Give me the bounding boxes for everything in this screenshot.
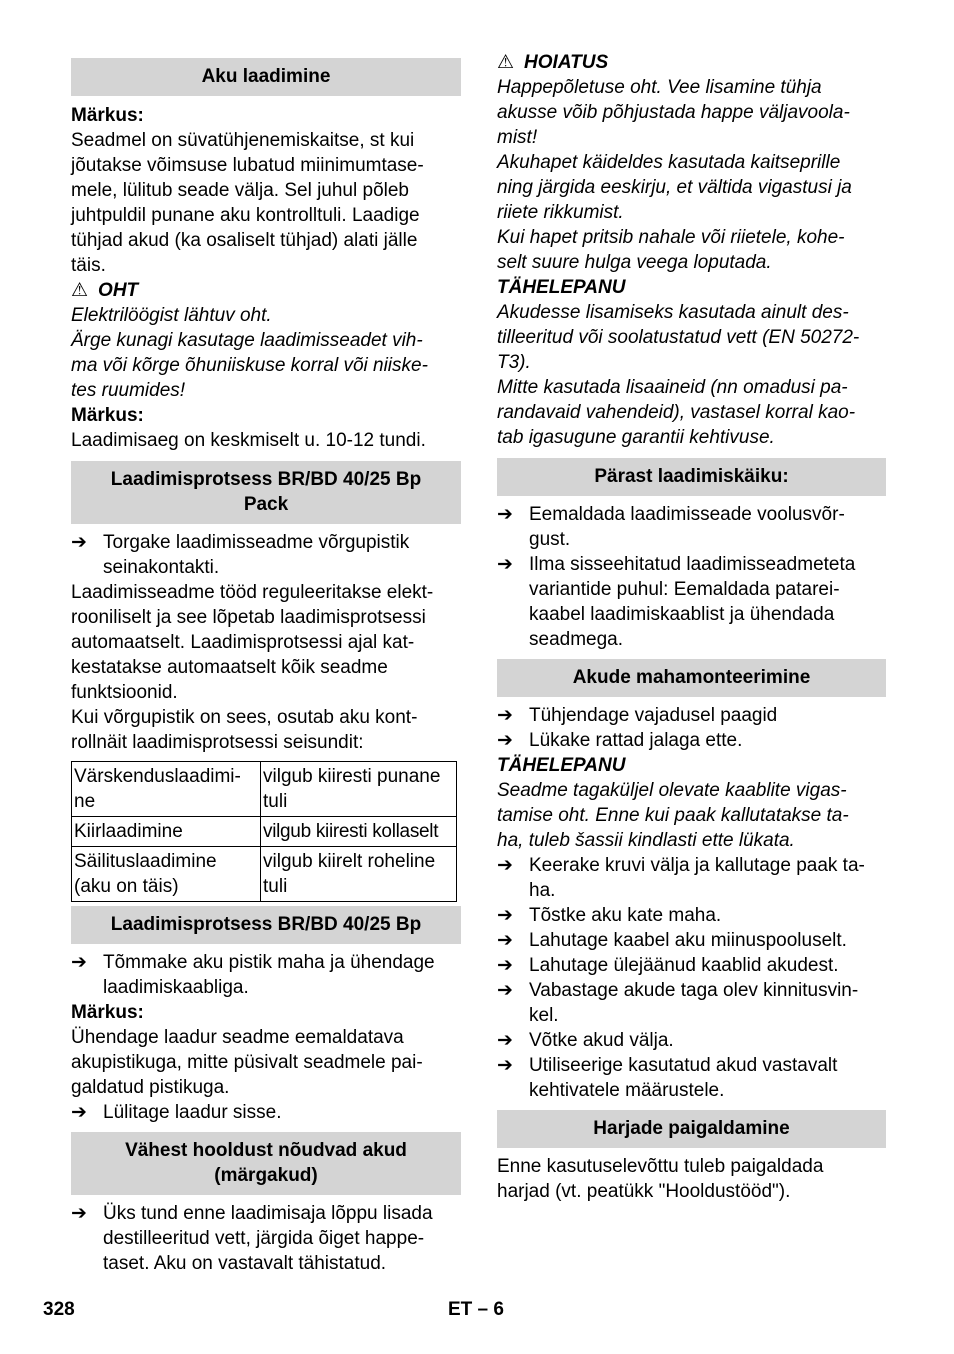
list-item: ➔ Üks tund enne laadimisaja lõppu lisada destilleeritud vett, järgida õiget happe- taset. Aku on vastavalt tähistatud.: [71, 1203, 433, 1274]
page-label: ET – 6: [448, 1299, 504, 1320]
arrow-right-icon: ➔: [497, 554, 513, 575]
warning-label: ⚠ HOIATUS: [497, 52, 609, 73]
caution-label: TÄHELEPANU: [497, 277, 626, 298]
warning-text: Happepõletuse oht. Vee lisamine tühja akusse võib põhjustada happe väljavoola- mist! Akuhapet käideldes kasutada kaitseprille ning järgida eeskirju, et vältida vigastusi ja riiete rikkumist. Kui hapet pritsib nahale või riietele, kohe- selt suure hulga veega loputada.: [497, 77, 852, 273]
danger-text: Elektrilöögist lähtuv oht. Ärge kunagi kasutage laadimisseadet vih- ma või kõrge õhuniiskuse korral või niiske- tes ruumides!: [71, 305, 428, 401]
caution-label: TÄHELEPANU: [497, 755, 626, 776]
charge-status-table: [71, 761, 457, 902]
arrow-right-icon: ➔: [497, 705, 513, 726]
left-column: [71, 50, 461, 1276]
list-item: ➔ Lahutage kaabel aku miinuspooluselt.: [497, 930, 847, 951]
right-column: [497, 50, 886, 1204]
list-item: ➔ Lükake rattad jalaga ette.: [497, 730, 743, 751]
arrow-right-icon: ➔: [497, 504, 513, 525]
caution-text: Akudesse lisamiseks kasutada ainult des- tilleeritud või soolatustatud vett (EN 50272- T3). Mitte kasutada lisaaineid (nn omadusi pa- randavaid vahendeid), vastasel korral kao- tab igasugune garantii kehtivuse.: [497, 302, 860, 448]
note-text: Ühendage laadur seadme eemaldatava akupistikuga, mitte püsivalt seadmele pai- galdatud pistikuga.: [71, 1027, 423, 1098]
warning-triangle-icon: ⚠: [497, 52, 515, 73]
note-label: Märkus:: [71, 1002, 144, 1023]
list-item: ➔ Torgake laadimisseadme võrgupistik seinakontakti.: [71, 532, 410, 578]
list-item: ➔ Lahutage ülejäänud kaablid akudest.: [497, 955, 839, 976]
caution-text: Seadme tagaküljel olevate kaablite vigas- tamise oht. Enne kui paak kallutatakse ta- ha, tuleb šassii kindlasti ette lükata.: [497, 780, 849, 851]
note-text: Seadmel on süvatühjenemiskaitse, st kui jõutakse võimsuse lubatud miinimumtase- mele, lülitub seade välja. Sel juhul põleb juhtpuldil punane aku kontrolltuli. Laadige tühjad akud (ka osaliselt tühjad) alati jälle täis.: [71, 130, 424, 276]
table-cell: vilgub kiirelt roheline tuli: [261, 847, 457, 902]
heading-margakud: Vähest hooldust nõudvad akud (märgakud): [71, 1132, 461, 1195]
table-row: [72, 817, 457, 847]
arrow-right-icon: ➔: [71, 952, 87, 973]
note-label: Märkus:: [71, 105, 144, 126]
list-item: ➔ Tühjendage vajadusel paagid: [497, 705, 778, 726]
note-label: Märkus:: [71, 405, 144, 426]
table-row: [72, 762, 457, 817]
page-number: 328: [43, 1299, 75, 1320]
list-item: ➔ Tõstke aku kate maha.: [497, 905, 722, 926]
danger-label: ⚠ OHT: [71, 280, 139, 301]
table-row: [72, 847, 457, 902]
arrow-right-icon: ➔: [71, 532, 87, 553]
table-cell: vilgub kiiresti kollaselt: [261, 817, 457, 847]
heading-laadimisprotsess: Laadimisprotsess BR/BD 40/25 Bp: [71, 906, 461, 944]
paragraph: Laadimisseadme tööd reguleeritakse elekt- rooniliselt ja see lõpetab laadimisprotsessi automaatselt. Laadimisprotsessi ajal kat- kestatakse automaatselt kõik seadme funktsioonid.: [71, 582, 434, 703]
note-text: Laadimisaeg on keskmiselt u. 10-12 tundi.: [71, 430, 426, 451]
table-cell: vilgub kiiresti punane tuli: [261, 762, 457, 817]
heading-harjade-paigaldamine: Harjade paigaldamine: [497, 1110, 886, 1148]
list-item: ➔ Tõmmake aku pistik maha ja ühendage laadimiskaabliga.: [71, 952, 435, 998]
arrow-right-icon: ➔: [497, 980, 513, 1001]
heading-aku-laadimine: Aku laadimine: [71, 58, 461, 96]
paragraph: Enne kasutuselevõttu tuleb paigaldada harjad (vt. peatükk "Hooldustööd").: [497, 1156, 824, 1202]
table-cell: Säilituslaadimine (aku on täis): [72, 847, 261, 902]
table-cell: Kiirlaadimine: [72, 817, 261, 847]
heading-parast-laadimiskaiku: Pärast laadimiskäiku:: [497, 458, 886, 496]
arrow-right-icon: ➔: [71, 1203, 87, 1224]
arrow-right-icon: ➔: [497, 1055, 513, 1076]
arrow-right-icon: ➔: [71, 1102, 87, 1123]
heading-laadimisprotsess-pack: Laadimisprotsess BR/BD 40/25 Bp Pack: [71, 461, 461, 524]
list-item: ➔ Utiliseerige kasutatud akud vastavalt kehtivatele määrustele.: [497, 1055, 838, 1101]
list-item: ➔ Lülitage laadur sisse.: [71, 1102, 282, 1123]
list-item: ➔ Keerake kruvi välja ja kallutage paak ta- ha.: [497, 855, 865, 901]
arrow-right-icon: ➔: [497, 730, 513, 751]
arrow-right-icon: ➔: [497, 1030, 513, 1051]
list-item: ➔ Vabastage akude taga olev kinnitusvin- kel.: [497, 980, 859, 1026]
table-cell: Värskenduslaadimi- ne: [72, 762, 261, 817]
arrow-right-icon: ➔: [497, 955, 513, 976]
paragraph: Kui võrgupistik on sees, osutab aku kont- rollnäit laadimisprotsessi seisundit:: [71, 707, 418, 753]
heading-akude-mahamonteerimine: Akude mahamonteerimine: [497, 659, 886, 697]
list-item: ➔ Eemaldada laadimisseade voolusvõr- gust.: [497, 504, 845, 550]
list-item: ➔ Võtke akud välja.: [497, 1030, 674, 1051]
warning-triangle-icon: ⚠: [71, 280, 89, 301]
list-item: ➔ Ilma sisseehitatud laadimisseadmeteta variantide puhul: Eemaldada patarei- kaabel laadimiskaablist ja ühendada seadmega.: [497, 554, 856, 650]
arrow-right-icon: ➔: [497, 930, 513, 951]
arrow-right-icon: ➔: [497, 905, 513, 926]
arrow-right-icon: ➔: [497, 855, 513, 876]
